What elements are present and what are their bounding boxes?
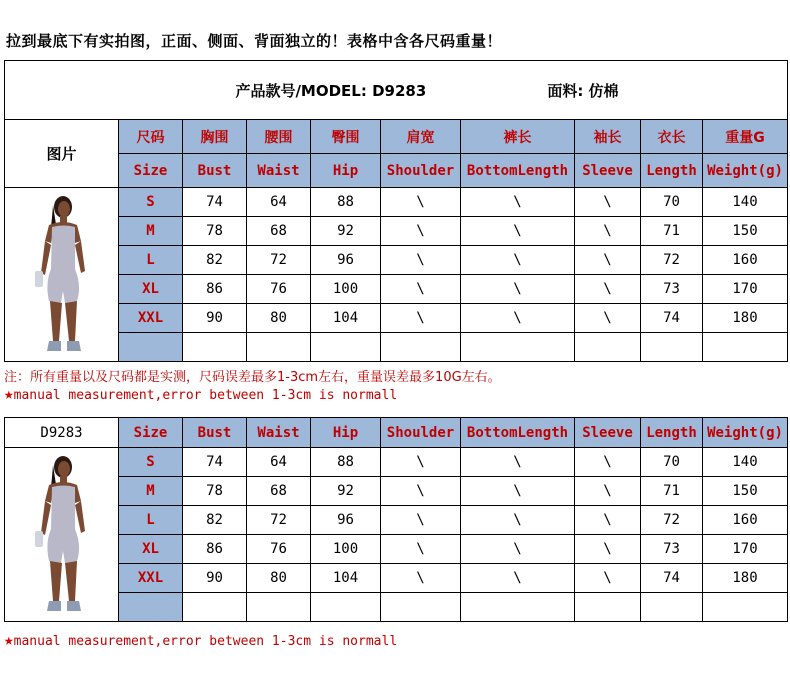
cell-bust: 82 xyxy=(183,246,247,275)
cell-bottom-length: \ xyxy=(461,304,575,333)
model-label: 产品款号/MODEL: D9283 xyxy=(235,81,427,100)
cell-weight: 170 xyxy=(703,535,788,564)
measurement-note-en-2 xyxy=(4,630,397,649)
cell-shoulder: \ xyxy=(381,275,461,304)
picture-label: 图片 xyxy=(5,120,119,188)
table-row xyxy=(5,506,788,535)
product-info-cell xyxy=(5,61,788,120)
cell-size: S xyxy=(119,188,183,217)
cell-bust: 74 xyxy=(183,448,247,477)
cell-hip: 88 xyxy=(311,188,381,217)
cell-hip: 104 xyxy=(311,564,381,593)
cell-waist: 64 xyxy=(247,448,311,477)
table-row xyxy=(5,188,788,217)
header-en-shoulder: Shoulder xyxy=(381,418,461,448)
empty-cell xyxy=(703,593,788,622)
cell-waist: 76 xyxy=(247,535,311,564)
cell-length: 70 xyxy=(641,448,703,477)
cell-length: 74 xyxy=(641,304,703,333)
cell-bust: 78 xyxy=(183,477,247,506)
header-en-waist: Waist xyxy=(247,418,311,448)
cell-weight: 140 xyxy=(703,448,788,477)
cell-length: 72 xyxy=(641,506,703,535)
cell-size: L xyxy=(119,246,183,275)
cell-length: 71 xyxy=(641,477,703,506)
cell-hip: 100 xyxy=(311,275,381,304)
model-photo xyxy=(27,191,97,359)
empty-cell xyxy=(641,593,703,622)
cell-bottom-length: \ xyxy=(461,448,575,477)
cell-size: XL xyxy=(119,275,183,304)
cell-size: XXL xyxy=(119,304,183,333)
header-en-waist: Waist xyxy=(247,154,311,188)
empty-cell xyxy=(641,333,703,362)
cell-waist: 68 xyxy=(247,477,311,506)
cell-shoulder: \ xyxy=(381,535,461,564)
table-row xyxy=(5,304,788,333)
cell-shoulder: \ xyxy=(381,506,461,535)
empty-cell xyxy=(183,593,247,622)
empty-cell xyxy=(311,333,381,362)
table-row xyxy=(5,275,788,304)
header-en-size: Size xyxy=(119,154,183,188)
empty-cell xyxy=(703,333,788,362)
table-row xyxy=(5,564,788,593)
cell-sleeve: \ xyxy=(575,506,641,535)
cell-sleeve: \ xyxy=(575,477,641,506)
table-row xyxy=(5,448,788,477)
cell-sleeve: \ xyxy=(575,535,641,564)
cell-hip: 92 xyxy=(311,217,381,246)
top-notice: 拉到最底下有实拍图，正面、侧面、背面独立的！表格中含各尺码重量！ xyxy=(6,32,503,50)
cell-bottom-length: \ xyxy=(461,564,575,593)
header-cn-bust: 胸围 xyxy=(183,120,247,154)
empty-cell xyxy=(247,593,311,622)
cell-weight: 150 xyxy=(703,217,788,246)
cell-bust: 86 xyxy=(183,275,247,304)
cell-sleeve: \ xyxy=(575,217,641,246)
star-icon: ★ xyxy=(4,630,14,649)
cell-bust: 74 xyxy=(183,188,247,217)
empty-cell xyxy=(119,333,183,362)
cell-shoulder: \ xyxy=(381,564,461,593)
header-en-bottom-length: BottomLength xyxy=(461,154,575,188)
header-cn-length: 衣长 xyxy=(641,120,703,154)
measurement-note-en-2-text: manual measurement,error between 1-3cm is normall xyxy=(13,634,398,649)
cell-weight: 180 xyxy=(703,304,788,333)
cell-shoulder: \ xyxy=(381,217,461,246)
cell-hip: 88 xyxy=(311,448,381,477)
header-en-size: Size xyxy=(119,418,183,448)
cell-bottom-length: \ xyxy=(461,275,575,304)
cell-hip: 96 xyxy=(311,506,381,535)
cell-shoulder: \ xyxy=(381,304,461,333)
cell-shoulder: \ xyxy=(381,477,461,506)
cell-length: 73 xyxy=(641,275,703,304)
cell-shoulder: \ xyxy=(381,188,461,217)
cell-weight: 140 xyxy=(703,188,788,217)
cell-length: 70 xyxy=(641,188,703,217)
empty-cell xyxy=(183,333,247,362)
cell-waist: 68 xyxy=(247,217,311,246)
cell-bottom-length: \ xyxy=(461,246,575,275)
cell-hip: 104 xyxy=(311,304,381,333)
empty-cell xyxy=(575,333,641,362)
measurement-note-cn: 注：所有重量以及尺码都是实测，尺码误差最多1-3cm左右，重量误差最多10G左右。 xyxy=(4,370,501,385)
fabric-label: 面料: 仿棉 xyxy=(547,81,619,100)
empty-cell xyxy=(461,333,575,362)
table-row xyxy=(5,477,788,506)
cell-size: XXL xyxy=(119,564,183,593)
cell-waist: 64 xyxy=(247,188,311,217)
cell-size: L xyxy=(119,506,183,535)
table-row xyxy=(5,217,788,246)
cell-hip: 96 xyxy=(311,246,381,275)
cell-size: S xyxy=(119,448,183,477)
cell-size: XL xyxy=(119,535,183,564)
header-en-shoulder: Shoulder xyxy=(381,154,461,188)
cell-bust: 86 xyxy=(183,535,247,564)
cell-hip: 100 xyxy=(311,535,381,564)
cell-waist: 80 xyxy=(247,564,311,593)
table-row xyxy=(5,333,788,362)
cell-bust: 90 xyxy=(183,304,247,333)
table-row xyxy=(5,535,788,564)
empty-cell xyxy=(381,593,461,622)
empty-cell xyxy=(461,593,575,622)
photo-cell xyxy=(5,188,119,362)
header-en-bottom-length: BottomLength xyxy=(461,418,575,448)
header-en-weight: Weight(g) xyxy=(703,418,788,448)
header-en-length: Length xyxy=(641,154,703,188)
cell-sleeve: \ xyxy=(575,188,641,217)
cell-size: M xyxy=(119,217,183,246)
cell-sleeve: \ xyxy=(575,304,641,333)
header-cn-size: 尺码 xyxy=(119,120,183,154)
cell-weight: 180 xyxy=(703,564,788,593)
cell-waist: 80 xyxy=(247,304,311,333)
cell-sleeve: \ xyxy=(575,448,641,477)
cell-sleeve: \ xyxy=(575,564,641,593)
header-cn-sleeve: 袖长 xyxy=(575,120,641,154)
cell-waist: 72 xyxy=(247,246,311,275)
cell-bottom-length: \ xyxy=(461,188,575,217)
cell-bottom-length: \ xyxy=(461,535,575,564)
model-photo xyxy=(27,451,97,619)
measurement-note-en xyxy=(4,384,397,403)
cell-length: 74 xyxy=(641,564,703,593)
header-cn-weight: 重量G xyxy=(703,120,788,154)
cell-sleeve: \ xyxy=(575,275,641,304)
cell-weight: 160 xyxy=(703,506,788,535)
cell-waist: 72 xyxy=(247,506,311,535)
header-cn-waist: 腰围 xyxy=(247,120,311,154)
header-cn-bottom-length: 裤长 xyxy=(461,120,575,154)
empty-cell xyxy=(575,593,641,622)
cell-hip: 92 xyxy=(311,477,381,506)
cell-weight: 170 xyxy=(703,275,788,304)
cell-bust: 78 xyxy=(183,217,247,246)
cell-length: 72 xyxy=(641,246,703,275)
size-chart-table xyxy=(4,60,788,362)
table-row xyxy=(5,593,788,622)
cell-weight: 150 xyxy=(703,477,788,506)
cell-length: 71 xyxy=(641,217,703,246)
cell-sleeve: \ xyxy=(575,246,641,275)
header-en-length: Length xyxy=(641,418,703,448)
cell-weight: 160 xyxy=(703,246,788,275)
size-chart-table-compact xyxy=(4,417,788,622)
cell-bottom-length: \ xyxy=(461,506,575,535)
header-en-sleeve: Sleeve xyxy=(575,418,641,448)
header-en-bust: Bust xyxy=(183,154,247,188)
model-cell: D9283 xyxy=(5,418,119,448)
cell-shoulder: \ xyxy=(381,448,461,477)
cell-bust: 82 xyxy=(183,506,247,535)
empty-cell xyxy=(311,593,381,622)
header-en-hip: Hip xyxy=(311,154,381,188)
cell-waist: 76 xyxy=(247,275,311,304)
cell-size: M xyxy=(119,477,183,506)
header-en-sleeve: Sleeve xyxy=(575,154,641,188)
header-cn-shoulder: 肩宽 xyxy=(381,120,461,154)
header-en-bust: Bust xyxy=(183,418,247,448)
cell-shoulder: \ xyxy=(381,246,461,275)
empty-cell xyxy=(119,593,183,622)
header-en-hip: Hip xyxy=(311,418,381,448)
empty-cell xyxy=(381,333,461,362)
star-icon: ★ xyxy=(4,384,14,403)
measurement-note-en-text: manual measurement,error between 1-3cm is normall xyxy=(13,388,398,403)
cell-bottom-length: \ xyxy=(461,477,575,506)
header-cn-hip: 臀围 xyxy=(311,120,381,154)
cell-length: 73 xyxy=(641,535,703,564)
photo-cell xyxy=(5,448,119,622)
table-row xyxy=(5,246,788,275)
header-en-weight: Weight(g) xyxy=(703,154,788,188)
empty-cell xyxy=(247,333,311,362)
cell-bust: 90 xyxy=(183,564,247,593)
cell-bottom-length: \ xyxy=(461,217,575,246)
